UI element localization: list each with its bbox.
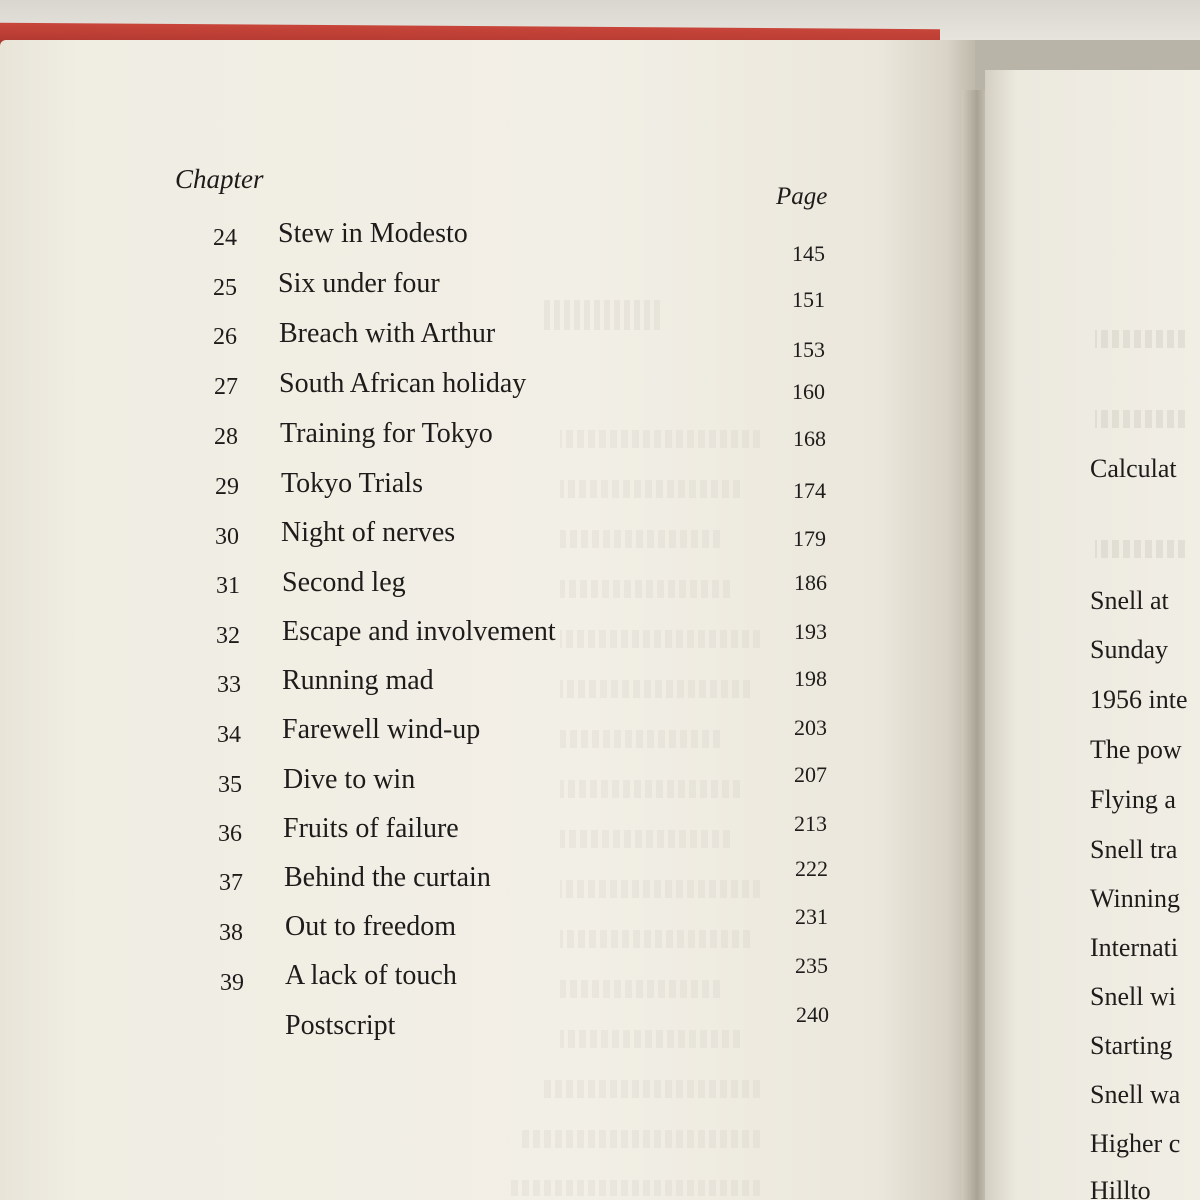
chapter-page: 203 [794,715,827,740]
right-page-entry: Snell wi [1090,982,1176,1011]
chapter-title: Escape and involvement [282,616,556,647]
chapter-title: Dive to win [283,764,416,795]
chapter-number: 27 [214,374,238,400]
chapter-number: 36 [218,821,242,847]
chapter-title: Training for Tokyo [280,418,493,449]
chapter-title: Behind the curtain [284,862,491,893]
show-through-text [560,780,740,798]
chapter-page: 231 [795,904,828,929]
show-through-text [520,1130,760,1148]
chapter-number: 39 [220,970,244,996]
show-through-text [540,300,660,330]
chapter-page: 179 [793,526,826,551]
right-page-entry: The pow [1090,735,1182,764]
right-page-entry: Calculat [1090,454,1177,483]
chapter-title: Tokyo Trials [281,468,423,499]
show-through-text [560,430,760,448]
chapter-title: Breach with Arthur [279,318,496,349]
chapter-title: Running mad [282,665,434,696]
chapter-number: 24 [213,225,237,251]
show-through-text [560,530,720,548]
chapter-page: 186 [794,570,827,595]
chapter-heading: Chapter [175,164,264,194]
chapter-title: Postscript [285,1010,396,1041]
chapter-page: 235 [795,953,828,978]
chapter-page: 222 [795,856,828,881]
chapter-title: Second leg [282,567,406,598]
show-through-text [560,580,730,598]
chapter-page: 240 [796,1002,829,1027]
chapter-number: 32 [216,623,240,649]
chapter-title: A lack of touch [285,960,457,991]
chapter-title: Out to freedom [285,911,457,942]
chapter-page: 168 [793,426,826,451]
right-page-entry: Hillto [1090,1176,1151,1200]
show-through-text [1095,540,1185,558]
right-page-entry: Snell at [1090,586,1169,615]
chapter-number: 35 [218,772,242,798]
right-page-entry: Snell wa [1090,1080,1181,1109]
show-through-text [560,480,740,498]
chapter-number: 37 [219,870,243,896]
chapter-title: South African holiday [279,368,527,399]
chapter-page: 160 [792,379,825,404]
chapter-page: 193 [794,619,827,644]
chapter-number: 29 [215,474,239,500]
right-page-entry: Snell tra [1090,835,1178,864]
show-through-text [1095,410,1185,428]
show-through-text [560,730,720,748]
show-through-text [560,1030,740,1048]
chapter-page: 174 [793,478,826,503]
right-page-entry: Sunday [1090,635,1168,664]
show-through-text [1095,330,1185,348]
right-page-entry: Winning [1090,884,1180,913]
right-book-page [985,70,1200,1200]
chapter-title: Six under four [278,268,440,299]
show-through-text [560,980,720,998]
show-through-text [510,1180,760,1196]
chapter-title: Stew in Modesto [278,218,468,249]
chapter-page: 213 [794,811,827,836]
right-page-entry: Starting [1090,1031,1173,1060]
show-through-text [540,1080,760,1098]
chapter-title: Night of nerves [281,517,456,548]
chapter-number: 33 [217,672,241,698]
chapter-page: 145 [792,241,825,266]
page-heading: Page [776,183,828,210]
right-page-entry: Internati [1090,933,1179,962]
show-through-text [560,880,760,898]
chapter-number: 31 [216,573,240,599]
right-page-entry: Higher c [1090,1129,1181,1158]
right-page-entry: 1956 inte [1090,685,1188,714]
show-through-text [560,930,750,948]
chapter-title: Fruits of failure [283,813,459,844]
chapter-page: 151 [792,287,825,312]
chapter-number: 34 [217,722,241,748]
chapter-number: 25 [213,275,237,301]
show-through-text [560,630,760,648]
chapter-page: 153 [792,337,825,362]
chapter-page: 198 [794,666,827,691]
chapter-number: 30 [215,524,239,550]
show-through-text [560,830,730,848]
chapter-page: 207 [794,762,827,787]
show-through-text [560,680,750,698]
chapter-number: 38 [219,920,243,946]
chapter-number: 26 [213,324,237,350]
chapter-number: 28 [214,424,238,450]
chapter-title: Farewell wind-up [282,714,481,745]
right-page-entry: Flying a [1090,785,1176,814]
